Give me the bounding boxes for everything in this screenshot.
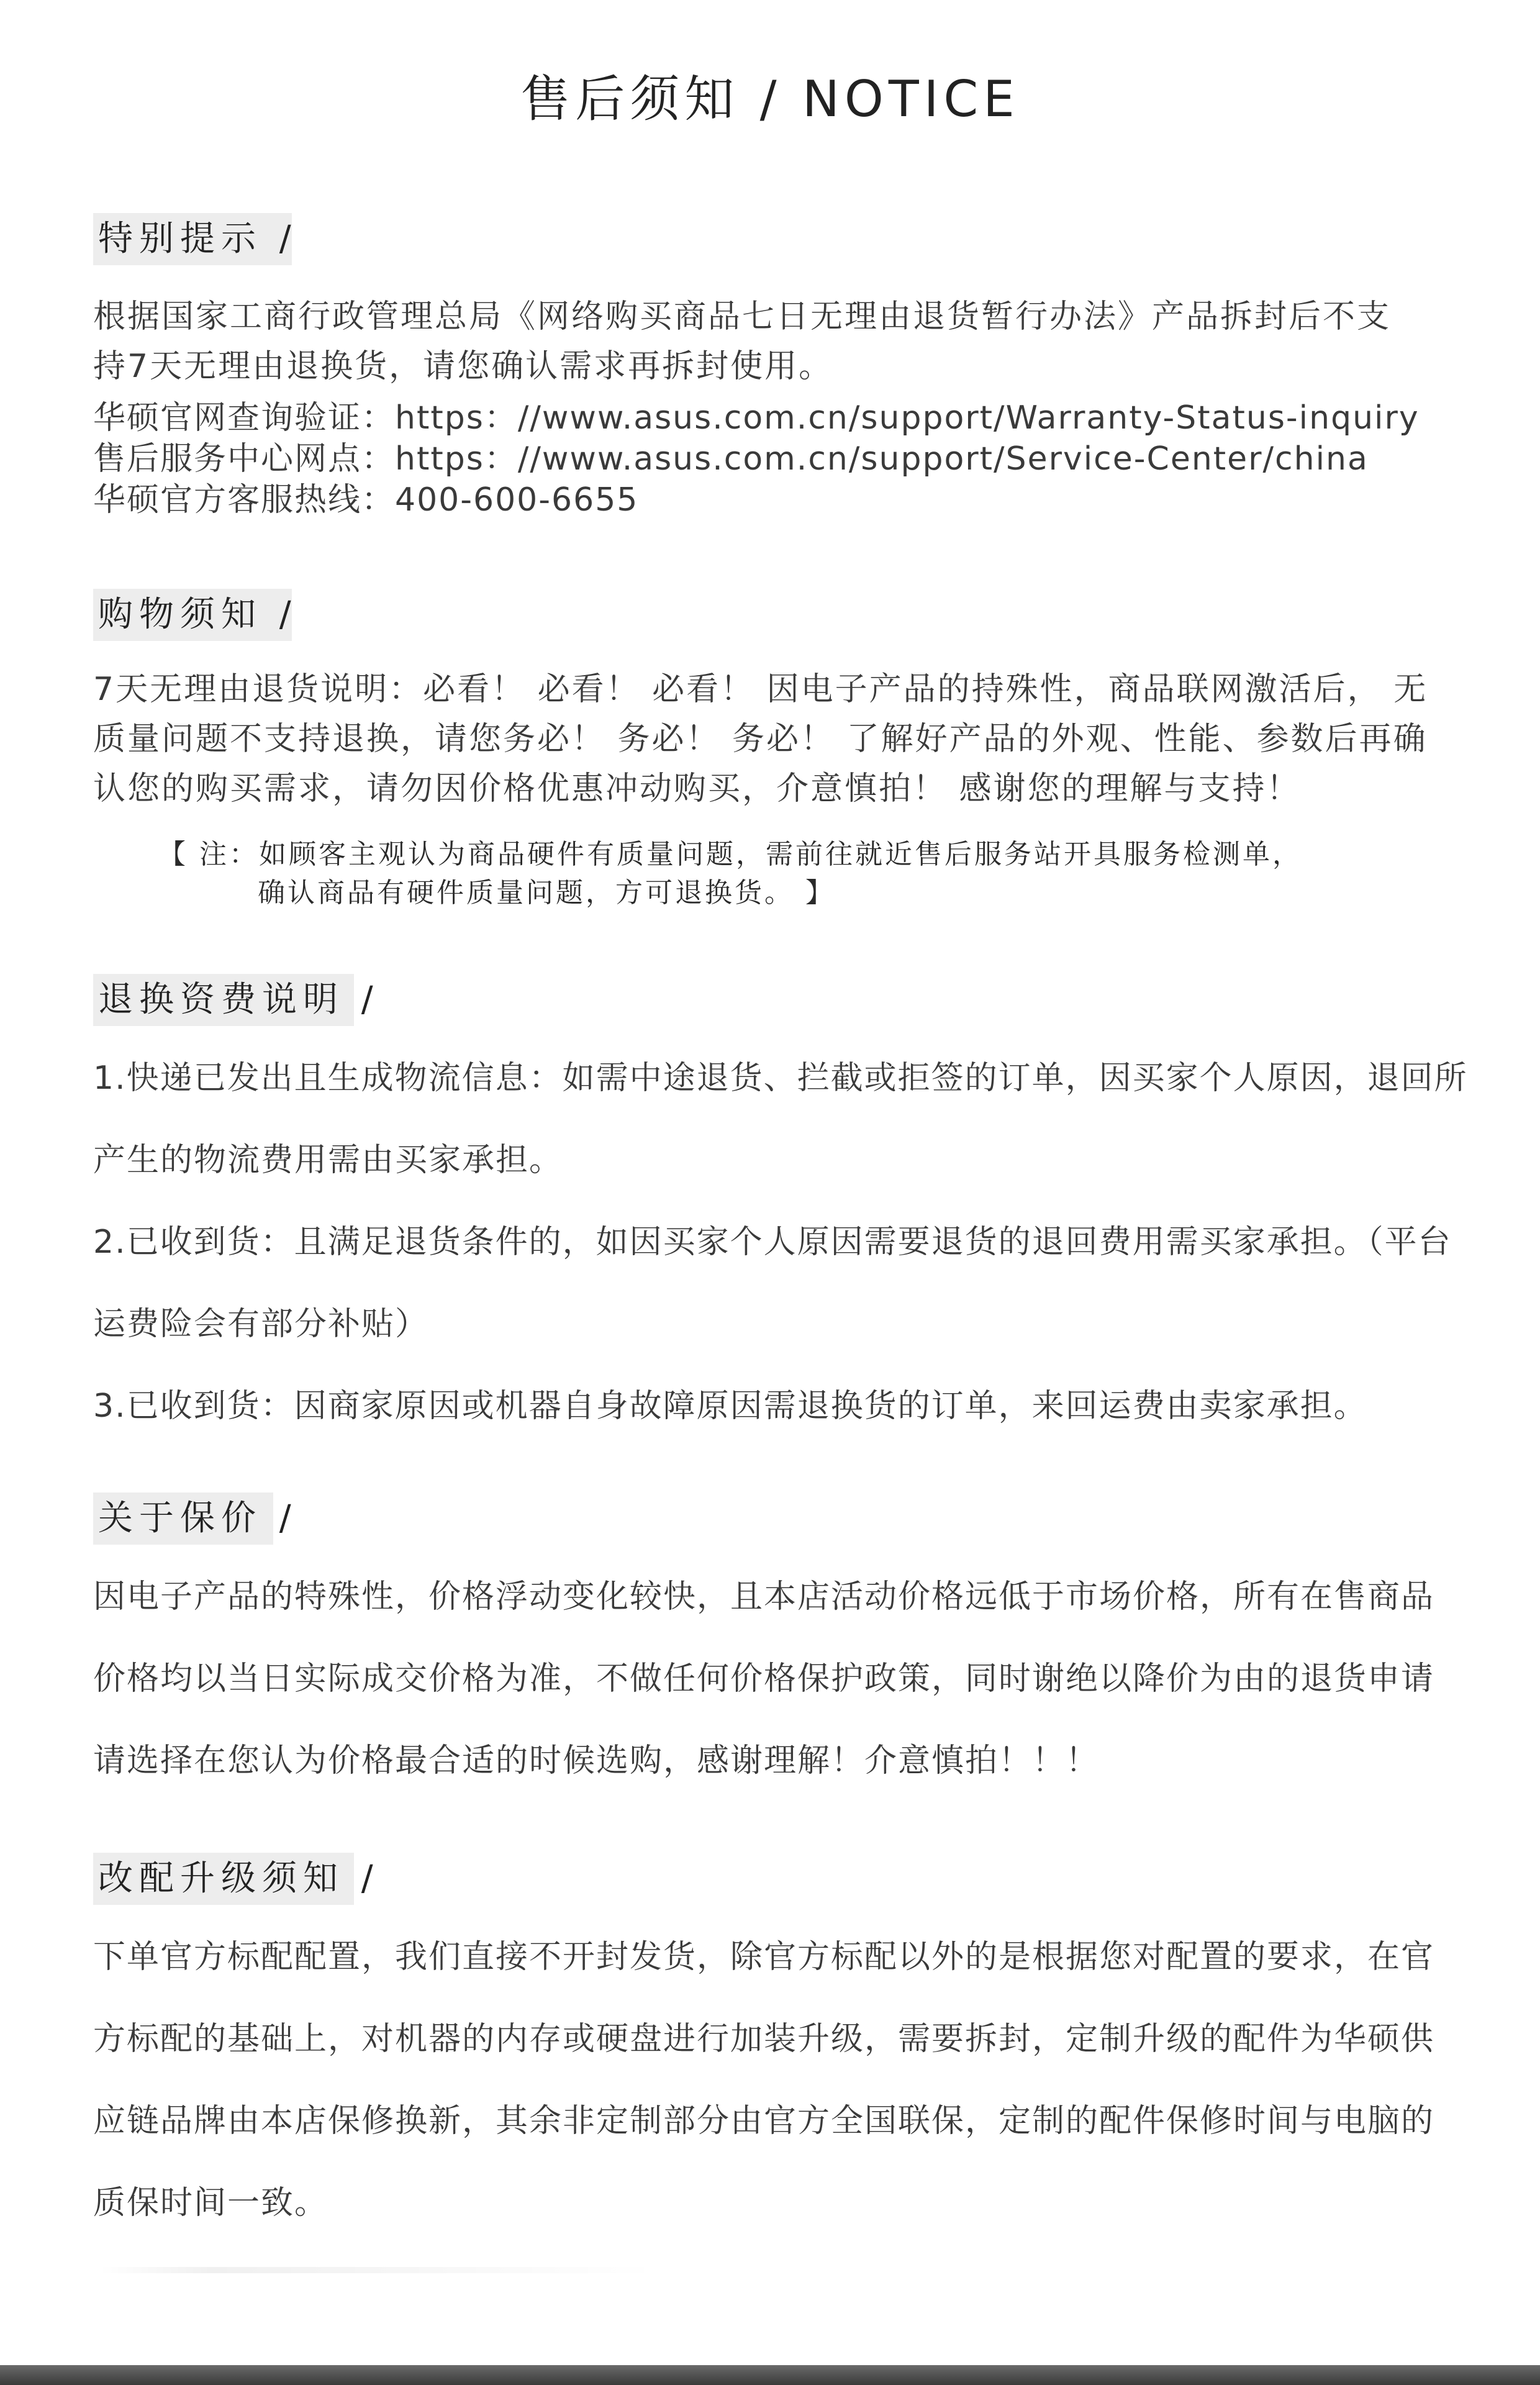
text-line: 质量问题不支持退换，请您务必！ 务必！ 务必！ 了解好产品的外观、性能、参数后再确 [93,720,1428,758]
text-line: 2.已收到货：且满足退货条件的，如因买家个人原因需要退货的退回费用需买家承担。（平台 [93,1224,1452,1261]
text-line: 认您的购买需求，请勿因价格优惠冲动购买，介意慎拍！ 感谢您的理解与支持！ [93,770,1301,807]
return-fee-text [93,1037,1468,1447]
bottom-bar [0,2365,1540,2385]
text-line: 应链品牌由本店保修换新，其余非定制部分由官方全国联保，定制的配件保修时间与电脑的 [93,2102,1435,2140]
text-line: 7天无理由退货说明：必看！ 必看！ 必看！ 因电子产品的持殊性，商品联网激活后， 无 [93,671,1428,708]
text-line: 质保时间一致。 [93,2184,328,2222]
section-heading-upgrade-notice: 改配升级须知 / [93,1848,379,1910]
shopping-notice-text [93,665,1453,814]
note-line: 确认商品有硬件质量问题，方可退换货。 】 [258,877,835,909]
upgrade-notice-text [93,1916,1453,2244]
text-line: 方标配的基础上，对机器的内存或硬盘进行加装升级，需要拆封，定制升级的配件为华硕供 [93,2020,1435,2058]
text-line: 1.快递已发出且生成物流信息：如需中途退货、拦截或拒签的订单，因买家个人原因，退回所 [93,1060,1468,1097]
service-center-link[interactable]: 售后服务中心网点：https：//www.asus.com.cn/support/Service-Center/china [93,440,1369,478]
text-line: 下单官方标配配置，我们直接不开封发货，除官方标配以外的是根据您对配置的要求，在官 [93,1938,1435,1976]
section-heading-price-protection: 关于保价 / [93,1488,297,1550]
text-line: 价格均以当日实际成交价格为准，不做任何价格保护政策，同时谢绝以降价为由的退货申请 [93,1660,1435,1697]
section-heading-return-fee: 退换资费说明 / [93,969,379,1031]
text-line: 运费险会有部分补贴） [93,1306,429,1343]
section-heading-special-notice: 特别提示 / [93,208,297,270]
text-line: 3.已收到货：因商家原因或机器自身故障原因需退换货的订单，来回运费由卖家承担。 [93,1388,1367,1425]
hotline-text: 华硕官方客服热线：400-600-6655 [93,481,639,519]
text-line: 因电子产品的特殊性，价格浮动变化较快，且本店活动价格远低于市场价格，所有在售商品 [93,1578,1435,1615]
support-links [93,398,1453,520]
price-protection-text [93,1556,1453,1802]
text-line: 根据国家工商行政管理总局《网络购买商品七日无理由退货暂行办法》产品拆封后不支 [93,298,1392,335]
text-line: 持7天无理由退换货，请您确认需求再拆封使用。 [93,348,833,385]
section-heading-shopping-notice: 购物须知 / [93,584,297,646]
warranty-query-link[interactable]: 华硕官网查询验证：https：//www.asus.com.cn/support/Warranty-Status-inquiry [93,399,1420,437]
shopping-note [158,835,1431,912]
text-line: 产生的物流费用需由买家承担。 [93,1142,563,1179]
text-line: 请选择在您认为价格最合适的时候选购，感谢理解！介意慎拍！！！ [93,1742,1100,1779]
note-line: 【 注：如顾客主观认为商品硬件有质量问题，需前往就近售后服务站开具服务检测单， [158,838,1302,870]
page-title: 售后须知 / NOTICE [520,70,1020,128]
special-notice-text [93,292,1453,391]
faint-divider [99,2267,658,2273]
